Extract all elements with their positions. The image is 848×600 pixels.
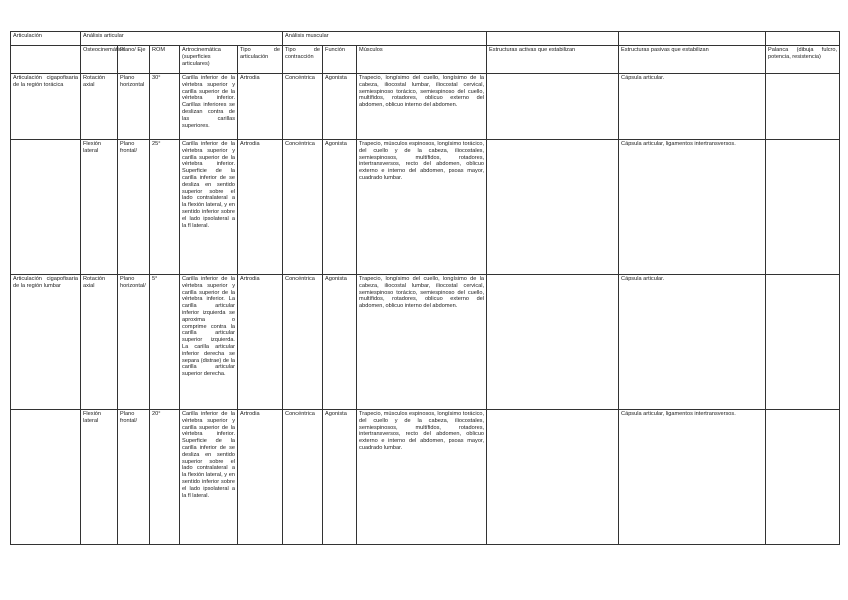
cell-tipo-articulacion: Artrodia xyxy=(238,275,283,410)
cell-estructuras-activas xyxy=(487,410,619,545)
cell-osteocinematica: Rotación axial xyxy=(81,275,118,410)
table-row xyxy=(11,410,840,545)
cell-plano: Plano horizontal/ xyxy=(118,275,150,410)
cell-palanca xyxy=(766,74,840,140)
table-row xyxy=(11,275,840,410)
cell-articulacion xyxy=(11,140,81,275)
cell-estructuras-activas xyxy=(487,275,619,410)
header-row-columns xyxy=(11,46,840,74)
header-tipo-contraccion: Tipo de contracción xyxy=(283,46,323,74)
cell-tipo-contraccion: Concéntrica xyxy=(283,74,323,140)
cell-tipo-contraccion: Concéntrica xyxy=(283,275,323,410)
cell-tipo-contraccion: Concéntrica xyxy=(283,410,323,545)
header-plano-eje: Plano/ Eje xyxy=(118,46,150,74)
analysis-table xyxy=(10,31,840,545)
cell-articulacion xyxy=(11,410,81,545)
cell-palanca xyxy=(766,275,840,410)
header-empty-cell xyxy=(766,32,840,46)
header-musculos: Músculos xyxy=(357,46,487,74)
cell-plano: Plano horizontal xyxy=(118,74,150,140)
cell-estructuras-pasivas: Cápsula articular. xyxy=(619,74,766,140)
cell-artrocinematica: Carilla inferior de la vértebra superior y carilla superior de la vértebra inferior. Superficie de la carilla inferior de se desliza en sentido superior sobre el lado contralateral a la flexión lateral, y en sentido inferior sobre el lado ipsolateral a la fl lateral. xyxy=(180,410,238,545)
table-row xyxy=(11,140,840,275)
header-osteocinematica: Osteocinemática xyxy=(81,46,118,74)
header-empty-cell xyxy=(487,32,619,46)
header-articulacion: Articulación xyxy=(11,32,81,46)
header-estructuras-pasivas: Estructuras pasivas que estabilizan xyxy=(619,46,766,74)
cell-estructuras-pasivas: Cápsula articular, ligamentos intertransversos. xyxy=(619,410,766,545)
cell-tipo-articulacion: Artrodia xyxy=(238,410,283,545)
cell-plano: Plano frontal/ xyxy=(118,410,150,545)
cell-artrocinematica: Carilla inferior de la vértebra superior y carilla superior de la vértebra inferior. La carilla articular inferior izquierda se aproxima o comprime contra la carilla articular superior izquierda. La carilla articular inferior derecha se separa (distrae) de la carilla articular superior derecha. xyxy=(180,275,238,410)
cell-plano: Plano frontal/ xyxy=(118,140,150,275)
cell-musculos: Trapecio, músculos espinosos, longísimo torácico, del cuello y de la cabeza, iliocostales, semiespinosos, multífidos, rotadores, intertransversos, recto del abdomen, oblicuo externo e interno del abdomen, psoas mayor, cuadrado lumbar. xyxy=(357,140,487,275)
cell-osteocinematica: Rotación axial xyxy=(81,74,118,140)
cell-articulacion: Articulación cigapofisaria de la región torácica xyxy=(11,74,81,140)
header-analisis-articular: Análisis articular xyxy=(81,32,283,46)
cell-rom: 25° xyxy=(150,140,180,275)
header-artrocinematica: Artrocinemática (superficies articulares) xyxy=(180,46,238,74)
header-funcion: Función xyxy=(323,46,357,74)
header-row-top xyxy=(11,32,840,46)
cell-rom: 5° xyxy=(150,275,180,410)
cell-musculos: Trapecio, longísimo del cuello, longísimo de la cabeza, iliocostal lumbar, iliocostal cervical, semiespinoso torácico, semiespinoso del cuello, multífidos, rotadores, oblicuo externo del abdomen, oblicuo interno del abdomen. xyxy=(357,275,487,410)
header-analisis-muscular: Análisis muscular xyxy=(283,32,487,46)
cell-estructuras-pasivas: Cápsula articular. xyxy=(619,275,766,410)
cell-rom: 30° xyxy=(150,74,180,140)
cell-palanca xyxy=(766,140,840,275)
header-palanca: Palanca (dibuja fulcro, potencia, resistencia) xyxy=(766,46,840,74)
cell-estructuras-activas xyxy=(487,74,619,140)
cell-rom: 20° xyxy=(150,410,180,545)
cell-artrocinematica: Carilla inferior de la vértebra superior y carilla superior de la vértebra inferior. Superficie de la carilla inferior de se desliza en sentido superior sobre el lado contralateral a la flexión lateral, y en sentido inferior sobre el lado ipsolateral a la fl lateral. xyxy=(180,140,238,275)
cell-tipo-articulacion: Artrodia xyxy=(238,140,283,275)
cell-artrocinematica: Carilla inferior de la vértebra superior y carilla superior de la vértebra inferior. Carillas inferiores se deslizan contra de las carillas superiores. xyxy=(180,74,238,140)
cell-osteocinematica: Flexión lateral xyxy=(81,410,118,545)
cell-palanca xyxy=(766,410,840,545)
cell-osteocinematica: Flexión lateral xyxy=(81,140,118,275)
header-empty-cell xyxy=(619,32,766,46)
cell-estructuras-pasivas: Cápsula articular, ligamentos intertransversos. xyxy=(619,140,766,275)
header-empty-cell xyxy=(11,46,81,74)
cell-funcion: Agonista xyxy=(323,140,357,275)
cell-articulacion: Articulación cigapofisaria de la región lumbar xyxy=(11,275,81,410)
cell-funcion: Agonista xyxy=(323,275,357,410)
header-rom: ROM xyxy=(150,46,180,74)
cell-funcion: Agonista xyxy=(323,410,357,545)
cell-funcion: Agonista xyxy=(323,74,357,140)
cell-tipo-articulacion: Artrodia xyxy=(238,74,283,140)
table-row xyxy=(11,74,840,140)
cell-tipo-contraccion: Concéntrica xyxy=(283,140,323,275)
cell-musculos: Trapecio, músculos espinosos, longísimo torácico, del cuello y de la cabeza, iliocostales, semiespinosos, multífidos, rotadores, intertransversos, recto del abdomen, oblicuo externo e interno del abdomen, psoas mayor, cuadrado lumbar. xyxy=(357,410,487,545)
header-tipo-articulacion: Tipo de articulación xyxy=(238,46,283,74)
header-estructuras-activas: Estructuras activas que estabilizan xyxy=(487,46,619,74)
cell-estructuras-activas xyxy=(487,140,619,275)
cell-musculos: Trapecio, longísimo del cuello, longísimo de la cabeza, iliocostal lumbar, iliocostal cervical, semiespinoso torácico, semiespinoso del cuello, multífidos, rotadores, oblicuo externo del abdomen, oblicuo interno del abdomen. xyxy=(357,74,487,140)
